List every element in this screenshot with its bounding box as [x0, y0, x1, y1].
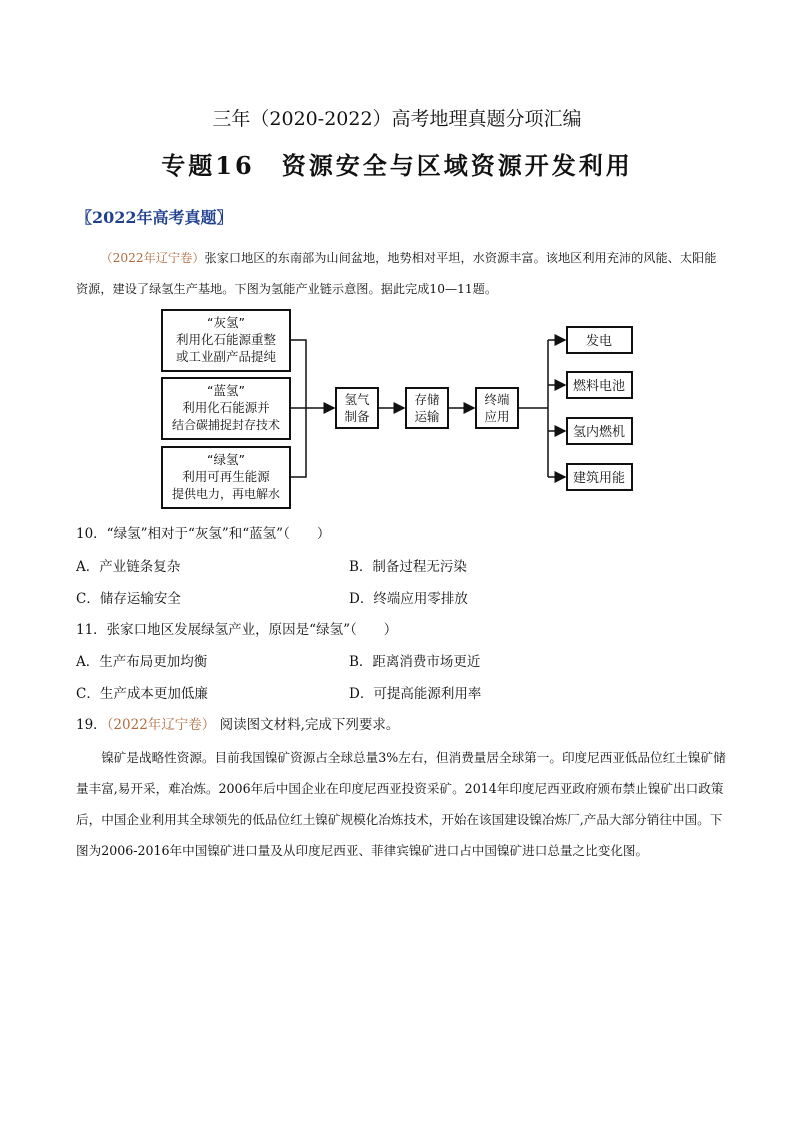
material-paragraph: 镍矿是战略性资源。目前我国镍矿资源占全球总量3%左右，但消费量居全球第一。印度尼西亚低品位红土镍矿储量丰富,易开采，难冶炼。2006年后中国企业在印度尼西亚投资采矿。2014年印度尼西亚政府颁布禁止镍矿出口政策后，中国企业利用其全球领先的低品位红土镍矿规模化冶炼技术，开始在该国建设镍冶炼厂,产品大部分销往中国。下图为2006-2016年中国镍矿进口量及从印度尼西亚、菲律宾镍矿进口占中国镍矿进口总量之比变化图。 — [76, 750, 726, 858]
sources-connector — [290, 340, 334, 477]
question-11-stem: 11．张家口地区发展绿氢产业，原因是“绿氢”（ ） — [76, 622, 398, 638]
application-engine-label: 氢内燃机 — [572, 425, 626, 440]
question-11-option-c: C．生产成本更加低廉 — [76, 686, 208, 702]
topic-title: 专题16 资源安全与区域资源开发利用 — [161, 151, 633, 180]
question-10-option-b: B．制备过程无污染 — [349, 559, 467, 575]
source-box-green — [162, 447, 290, 508]
source-gray-line1: 利用化石能源重整 — [175, 332, 277, 347]
step-production-line2: 制备 — [344, 409, 370, 424]
application-box-fuel-cell — [567, 372, 632, 398]
section-heading: 〖2022年高考真题〗 — [76, 208, 233, 227]
step-storage-line2: 运输 — [414, 409, 440, 424]
step-production-line1: 氢气 — [344, 392, 370, 407]
question-10-option-c: C．储存运输安全 — [76, 591, 181, 607]
source-box-blue — [162, 378, 290, 439]
application-box-building — [567, 464, 632, 490]
source-gray-title: “灰氢” — [207, 315, 245, 330]
source-green-title: “绿氢” — [207, 452, 245, 467]
step-box-storage — [406, 388, 448, 428]
applications-connector — [518, 340, 548, 477]
question-19-source: （2022年辽宁卷） — [106, 717, 216, 733]
application-building-label: 建筑用能 — [572, 471, 626, 486]
source-green-line2: 提供电力，再电解水 — [171, 487, 281, 501]
document-title: 三年（2020-2022）高考地理真题分项汇编 — [212, 108, 582, 130]
question-10-option-a: A．产业链条复杂 — [76, 559, 181, 575]
intro-text: 张家口地区的东南部为山间盆地，地势相对平坦，水资源丰富。该地区利用充沛的风能、太阳能资源，建设了绿氢生产基地。下图为氢能产业链示意图。据此完成10—11题。 — [76, 251, 717, 296]
question-11-option-a: A．生产布局更加均衡 — [76, 654, 208, 670]
question-19-text: 阅读图文材料,完成下列要求。 — [219, 717, 400, 733]
source-box-gray — [162, 310, 290, 371]
source-blue-line2: 结合碳捕捉封存技术 — [171, 418, 281, 432]
question-10-stem: 10．“绿氢”相对于“灰氢”和“蓝氢”（ ） — [76, 526, 331, 542]
question-19-stem — [76, 713, 399, 733]
question-19-number: 19． — [76, 717, 107, 733]
question-10-option-d: D．终端应用零排放 — [349, 591, 468, 607]
source-green-line1: 利用可再生能源 — [182, 469, 270, 484]
step-box-production — [336, 388, 378, 428]
step-box-application — [476, 388, 518, 428]
application-box-power — [567, 327, 632, 353]
source-blue-line1: 利用化石能源并 — [182, 400, 270, 415]
source-blue-title: “蓝氢” — [207, 383, 245, 398]
application-power-label: 发电 — [585, 334, 613, 349]
step-storage-line1: 存储 — [414, 392, 440, 407]
intro-source: （2022年辽宁卷） — [100, 251, 205, 265]
application-fuel-cell-label: 燃料电池 — [572, 379, 626, 394]
step-application-line2: 应用 — [484, 409, 510, 424]
question-11-option-d: D．可提高能源利用率 — [349, 686, 482, 702]
step-application-line1: 终端 — [484, 392, 510, 407]
application-box-engine — [567, 418, 632, 444]
source-gray-line2: 或工业副产品提纯 — [175, 349, 277, 364]
question-11-option-b: B．距离消费市场更近 — [349, 654, 481, 670]
